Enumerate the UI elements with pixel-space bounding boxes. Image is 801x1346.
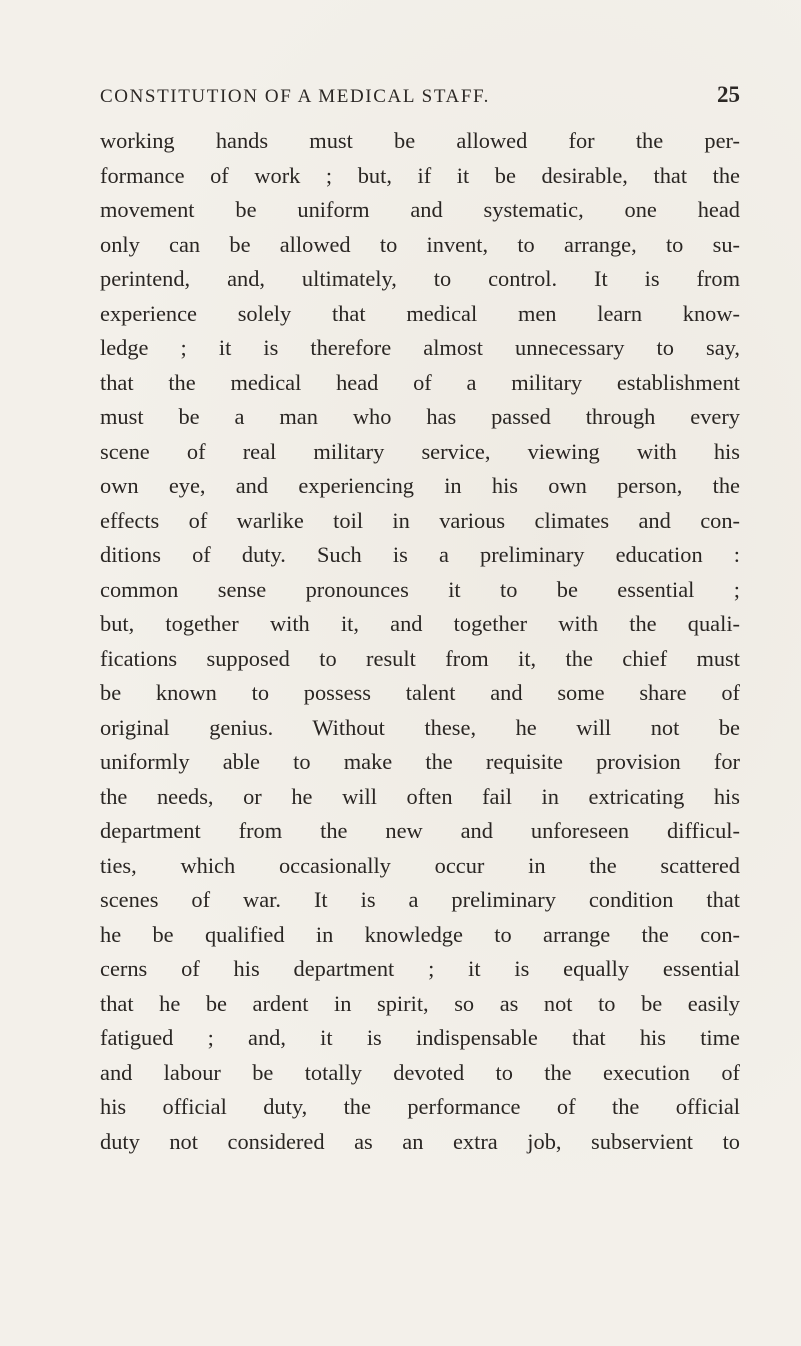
body-text [100,124,740,1159]
text-line: only can be allowed to invent, to arrange, to su- [100,231,740,257]
text-line: working hands must be allowed for the per- [100,128,740,153]
running-head [100,82,740,112]
text-line: movement be uniform and systematic, one head [100,197,740,222]
text-line: fications supposed to result from it, the chief must [100,645,740,671]
text-line: that the medical head of a military establishment [100,369,740,395]
text-line: duty not considered as an extra job, subservient to [100,1128,740,1154]
text-line: ties, which occasionally occur in the scattered [100,852,740,878]
text-line: ledge ; it is therefore almost unnecessary to say, [100,335,740,360]
text-line: and labour be totally devoted to the execution of [100,1059,740,1085]
text-line: common sense pronounces it to be essential ; [100,576,740,602]
text-line: experience solely that medical men learn know- [100,300,740,326]
text-line: uniformly able to make the requisite provision for [100,749,740,774]
text-line: formance of work ; but, if it be desirable, that the [100,162,740,188]
text-line: but, together with it, and together with the quali- [100,611,740,636]
text-line: be known to possess talent and some share of [100,680,740,705]
text-line: ditions of duty. Such is a preliminary education : [100,542,740,567]
text-line: own eye, and experiencing in his own person, the [100,473,740,498]
text-line: his official duty, the performance of the official [100,1094,740,1119]
text-line: cerns of his department ; it is equally essential [100,956,740,981]
text-line: he be qualified in knowledge to arrange the con- [100,921,740,947]
text-line: scene of real military service, viewing with his [100,438,740,464]
text-line: effects of warlike toil in various climates and con- [100,507,740,533]
text-line: scenes of war. It is a preliminary condition that [100,887,740,912]
running-head-title: CONSTITUTION OF A MEDICAL STAFF. [100,86,491,107]
text-line: original genius. Without these, he will not be [100,714,740,740]
text-line: must be a man who has passed through every [100,404,740,429]
text-line: that he be ardent in spirit, so as not to be easily [100,990,740,1016]
text-line: perintend, and, ultimately, to control. It is from [100,266,740,291]
text-line: department from the new and unforeseen difficul- [100,818,740,843]
page-number: 25 [717,82,740,107]
text-line: fatigued ; and, it is indispensable that his time [100,1025,740,1050]
text-line: the needs, or he will often fail in extricating his [100,783,740,809]
